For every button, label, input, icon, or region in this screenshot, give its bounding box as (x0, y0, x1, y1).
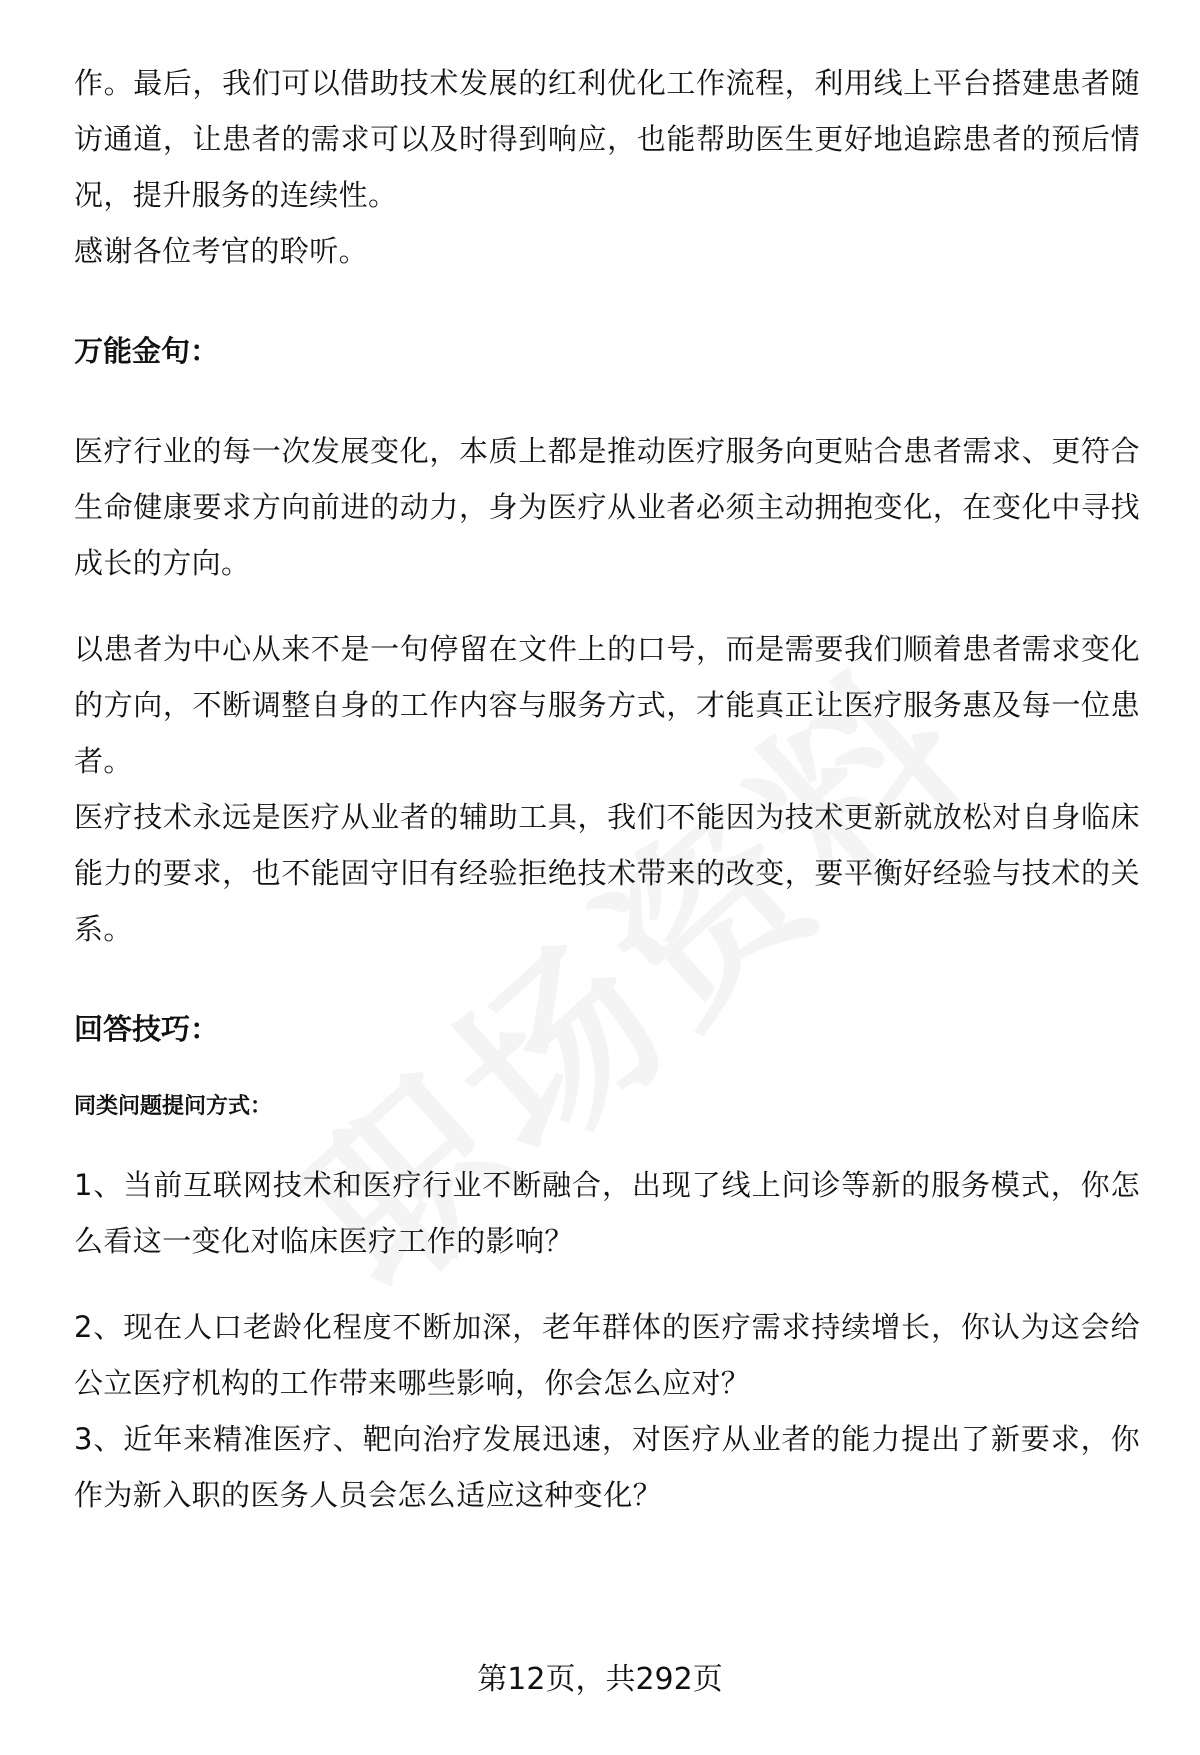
similar-questions-subheading: 同类问题提问方式： (74, 1094, 273, 1119)
question-2: 2、现在人口老龄化程度不断加深，老年群体的医疗需求持续增长，你认为这会给公立医疗机构的工作带来哪些影响，你会怎么应对？ (74, 1310, 1140, 1400)
question-1: 1、当前互联网技术和医疗行业不断融合，出现了线上问诊等新的服务模式，你怎么看这一变化对临床医疗工作的影响？ (74, 1168, 1140, 1258)
golden-sentence-2: 以患者为中心从来不是一句停留在文件上的口号，而是需要我们顺着患者需求变化的方向，不断调整自身的工作内容与服务方式，才能真正让医疗服务惠及每一位患者。 (74, 632, 1140, 778)
page-number-footer: 第12页，共292页 (477, 1662, 723, 1697)
golden-sentences-heading: 万能金句： (74, 334, 220, 368)
answer-tips-heading: 回答技巧： (74, 1012, 220, 1046)
page-content (74, 55, 1140, 1523)
thanks-paragraph: 感谢各位考官的聆听。 (74, 234, 369, 268)
intro-paragraph: 作。最后，我们可以借助技术发展的红利优化工作流程，利用线上平台搭建患者随访通道，让患者的需求可以及时得到响应，也能帮助医生更好地追踪患者的预后情况，提升服务的连续性。 (74, 66, 1140, 212)
golden-sentence-3: 医疗技术永远是医疗从业者的辅助工具，我们不能因为技术更新就放松对自身临床能力的要求，也不能固守旧有经验拒绝技术带来的改变，要平衡好经验与技术的关系。 (74, 800, 1140, 946)
golden-sentence-1: 医疗行业的每一次发展变化，本质上都是推动医疗服务向更贴合患者需求、更符合生命健康要求方向前进的动力，身为医疗从业者必须主动拥抱变化，在变化中寻找成长的方向。 (74, 434, 1140, 580)
question-3: 3、近年来精准医疗、靶向治疗发展迅速，对医疗从业者的能力提出了新要求，你作为新入职的医务人员会怎么适应这种变化？ (74, 1422, 1140, 1512)
